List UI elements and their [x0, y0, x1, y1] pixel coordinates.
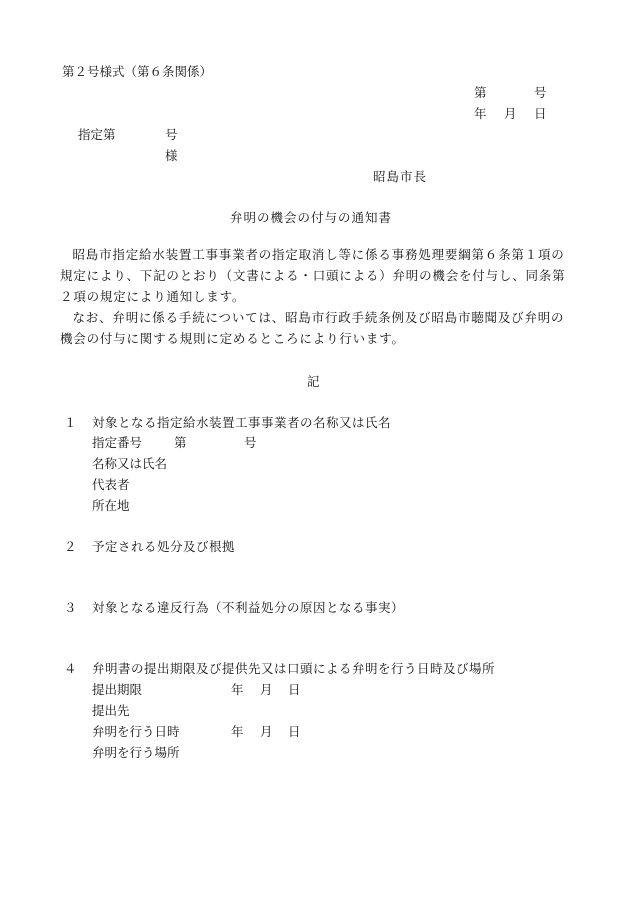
- item4-deadline-month: 月: [260, 682, 273, 697]
- item4-deadline-label: 提出期限: [92, 682, 143, 697]
- item4-datetime-month: 月: [260, 724, 273, 739]
- item4-deadline-year: 年: [231, 682, 244, 697]
- sender-name: 昭島市長: [373, 169, 428, 184]
- item1-designation-label: 指定番号: [92, 435, 143, 450]
- recipient-designation-label: 指定第: [78, 127, 116, 142]
- item4-datetime-label: 弁明を行う日時: [92, 724, 180, 739]
- item1-designation-go: 号: [244, 435, 257, 450]
- body-paragraph-1: 昭島市指定給水装置工事事業者の指定取消し等に係る事務処理要綱第６条第１項の規定により、下記のとおり（文書による・口頭による）弁明の機会を付与し、同条第２項の規定により通知します。: [60, 247, 566, 304]
- ki-heading: 記: [307, 374, 320, 389]
- doc-number-prefix: 第: [474, 85, 487, 100]
- item2-number: ２: [64, 539, 77, 554]
- item1-number: １: [64, 415, 77, 430]
- item4-datetime-day: 日: [288, 724, 301, 739]
- item3-number: ３: [64, 600, 77, 615]
- item4-destination-label: 提出先: [92, 703, 130, 718]
- date-day: 日: [534, 106, 547, 121]
- item1-representative-label: 代表者: [92, 477, 130, 492]
- recipient-designation-suffix: 号: [165, 127, 178, 142]
- body-text: [60, 244, 572, 349]
- doc-number-suffix: 号: [534, 85, 547, 100]
- item4-number: ４: [64, 661, 77, 676]
- date-month: 月: [504, 106, 517, 121]
- recipient-honorific: 様: [165, 148, 178, 163]
- date-year: 年: [474, 106, 487, 121]
- item4-deadline-day: 日: [288, 682, 301, 697]
- item2-title: 予定される処分及び根拠: [92, 539, 236, 554]
- item1-address-label: 所在地: [92, 498, 130, 513]
- document-title: 弁明の機会の付与の通知書: [230, 210, 393, 225]
- item4-place-label: 弁明を行う場所: [92, 745, 180, 760]
- item1-title: 対象となる指定給水装置工事事業者の名称又は氏名: [92, 415, 392, 430]
- item1-name-label: 名称又は氏名: [92, 456, 168, 471]
- form-label: 第２号様式（第６条関係）: [62, 64, 213, 79]
- item1-designation-dai: 第: [174, 435, 187, 450]
- body-paragraph-2: なお、弁明に係る手続については、昭島市行政手続条例及び昭島市聴聞及び弁明の機会の付与に関する規則に定めるところにより行います。: [60, 310, 565, 346]
- item4-title: 弁明書の提出期限及び提供先又は口頭による弁明を行う日時及び場所: [92, 661, 496, 676]
- item4-datetime-year: 年: [231, 724, 244, 739]
- item3-title: 対象となる違反行為（不利益処分の原因となる事実）: [92, 600, 405, 615]
